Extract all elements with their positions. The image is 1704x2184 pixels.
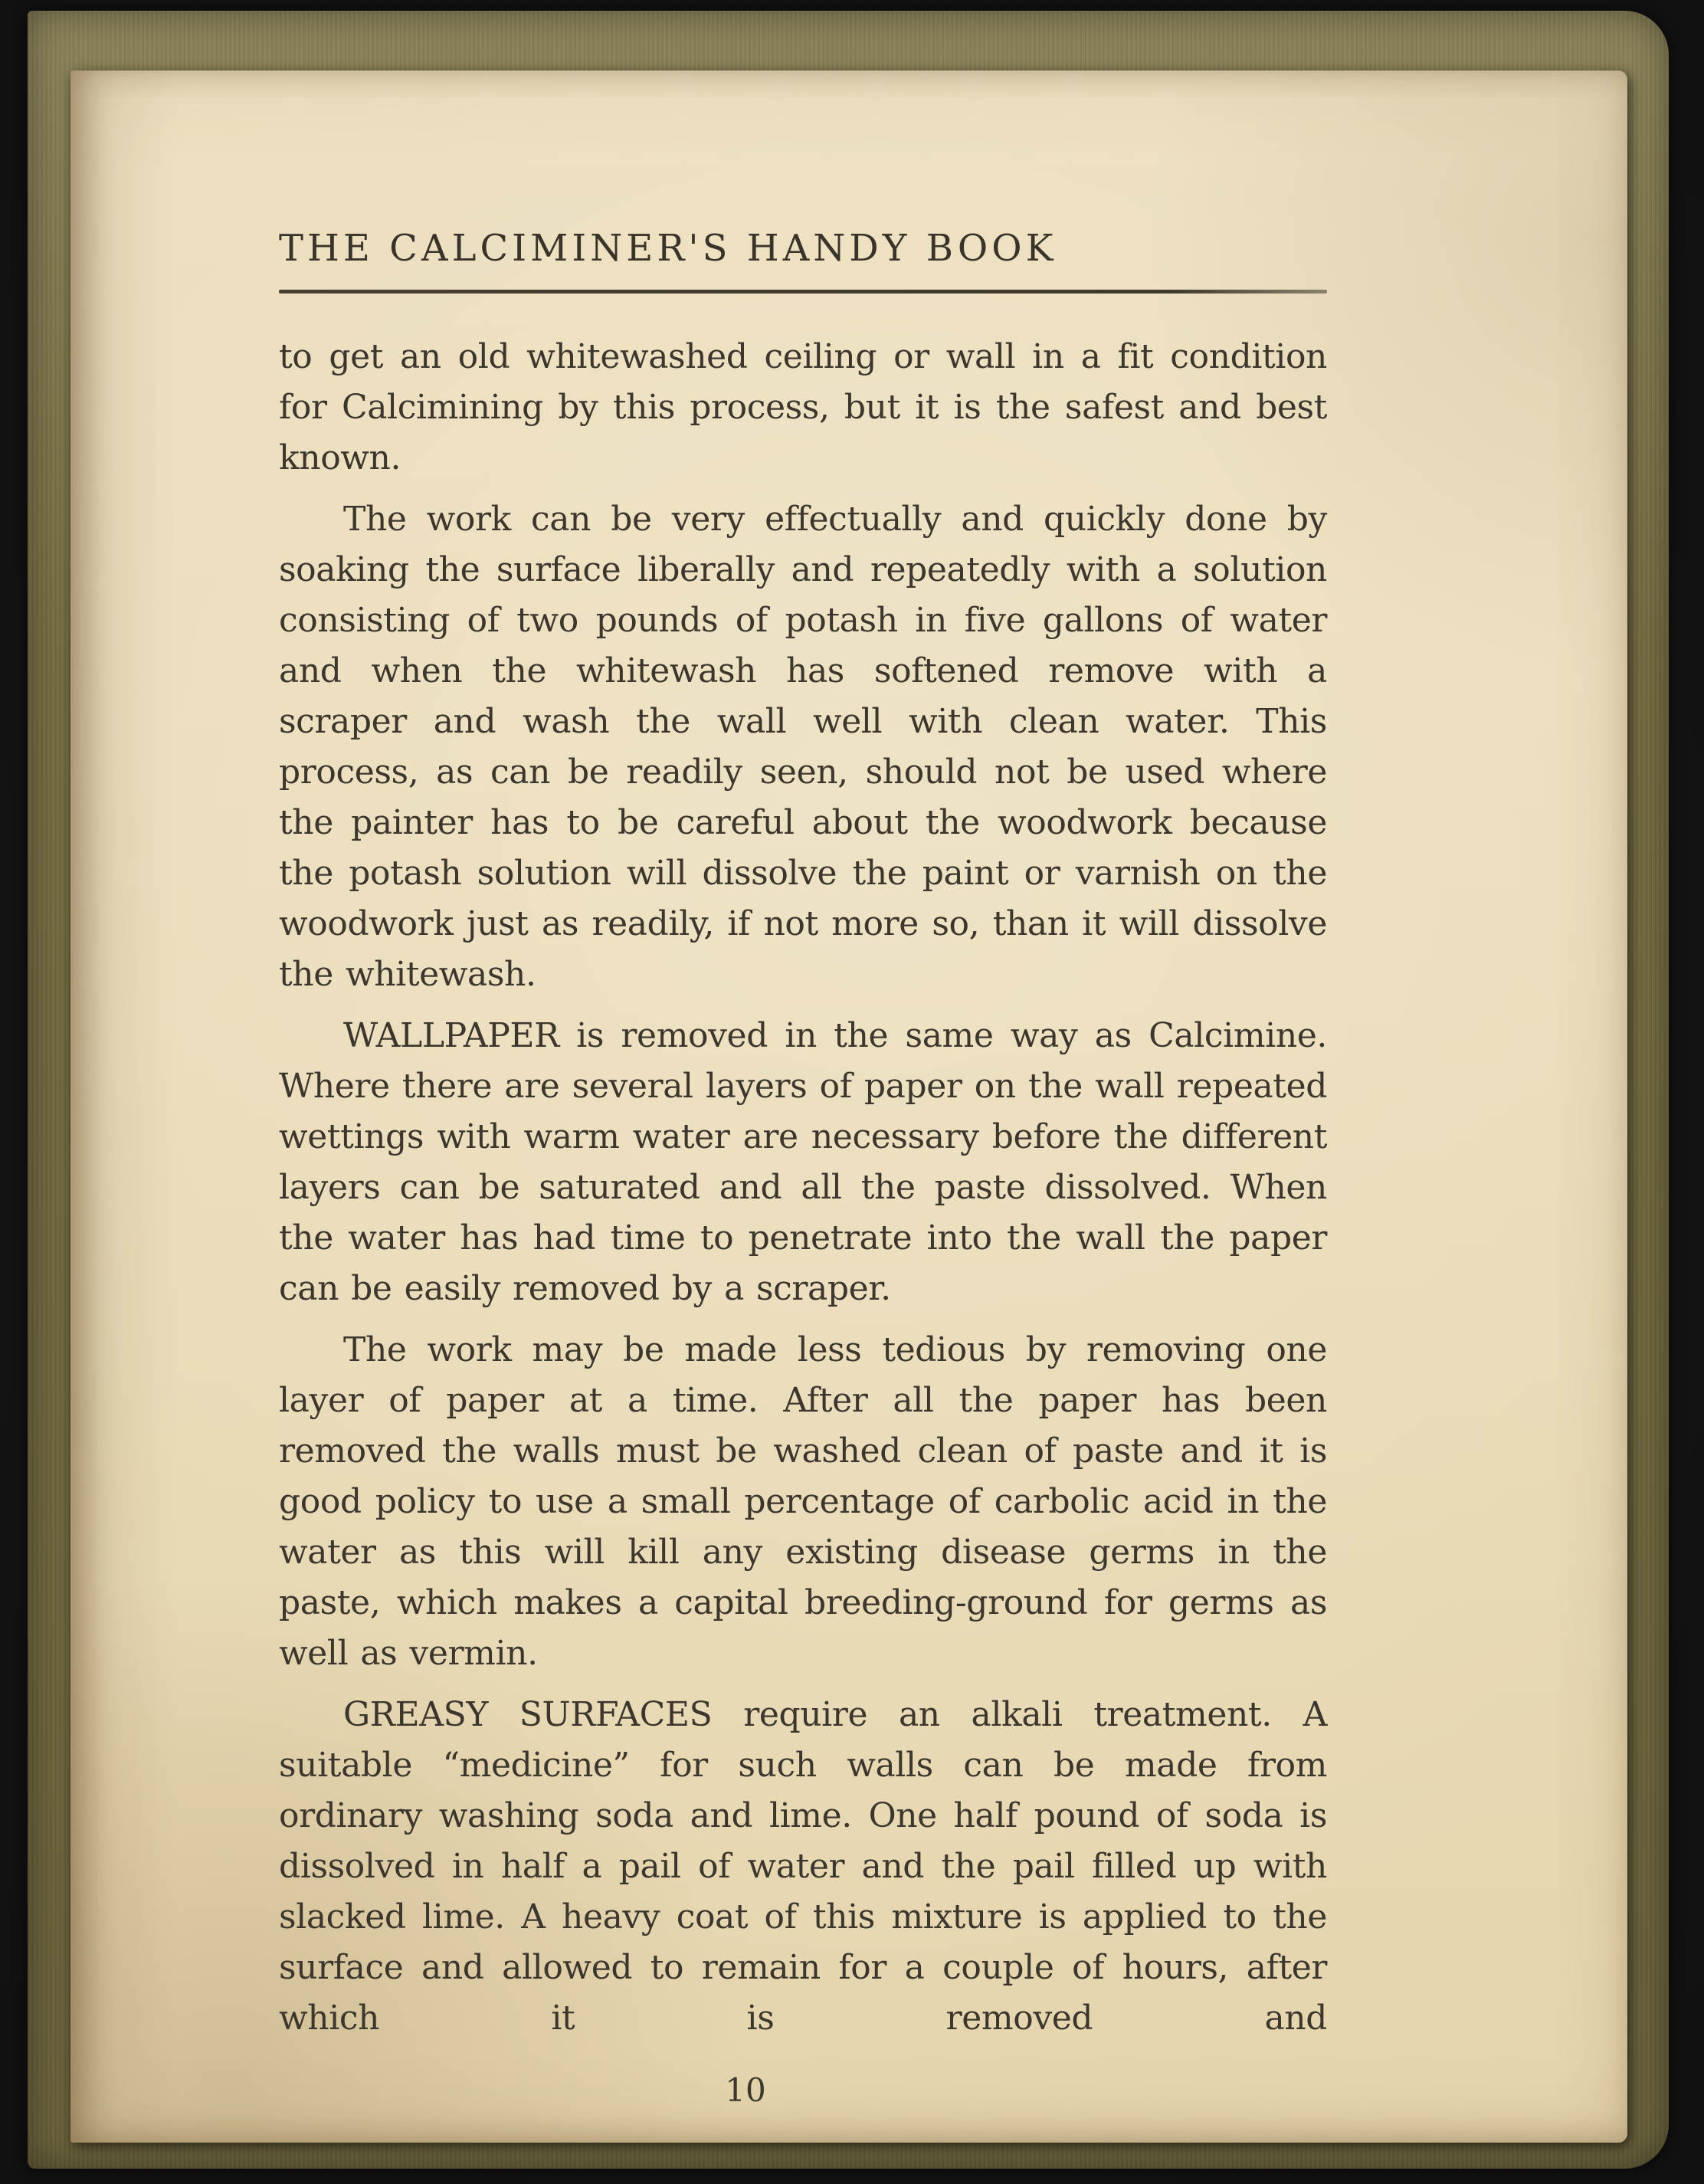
page-number: 10 bbox=[725, 2071, 766, 2109]
paragraph-paste-washing: The work may be made less tedious by removing one layer of paper at a time. After all the paper has been removed the walls must be washed clean of paste and it is good policy to use a small percentage of carbolic acid in the water as this will kill any existing disease germs in the paste, which makes a capital breeding-ground for germs as well as vermin. bbox=[279, 1330, 1327, 1673]
paragraph-potash-process: The work can be very effectually and quickly done by soaking the surface liberally and repeatedly with a solution consisting of two pounds of potash in five gallons of water and when the whitewash has softened remove with a scraper and wash the wall well with clean water. This process, as can be readily seen, should not be used where the painter has to be careful about the woodwork because the potash solution will dissolve the paint or varnish on the woodwork just as readily, if not more so, than it will dissolve the whitewash. bbox=[279, 500, 1327, 994]
paragraph-greasy-surfaces: GREASY SURFACES require an alkali treatment. A suitable “medicine” for such walls can be made from ordinary washing soda and lime. One half pound of soda is dissolved in half a pail of water and the pail filled up with slacked lime. A heavy coat of this mixture is applied to the surface and allowed to remain for a couple of hours, after which it is removed and bbox=[279, 1695, 1327, 2038]
page-edges bbox=[0, 38, 74, 2167]
page-title: THE CALCIMINER'S HANDY BOOK bbox=[279, 227, 1057, 270]
book-page bbox=[70, 71, 1627, 2143]
page-body bbox=[279, 332, 1327, 2044]
header-rule bbox=[279, 290, 1327, 293]
running-head bbox=[279, 227, 1327, 293]
page-content bbox=[70, 71, 1627, 2109]
paragraph-continuation: to get an old whitewashed ceiling or wall in a fit condition for Calcimining by this process, but it is the safest and best known. bbox=[279, 337, 1327, 477]
paragraph-wallpaper: WALLPAPER is removed in the same way as Calcimine. Where there are several layers of paper on the wall repeated wettings with warm water are necessary before the different layers can be saturated and all the paste dissolved. When the water has had time to penetrate into the wall the paper can be easily removed by a scraper. bbox=[279, 1016, 1327, 1308]
